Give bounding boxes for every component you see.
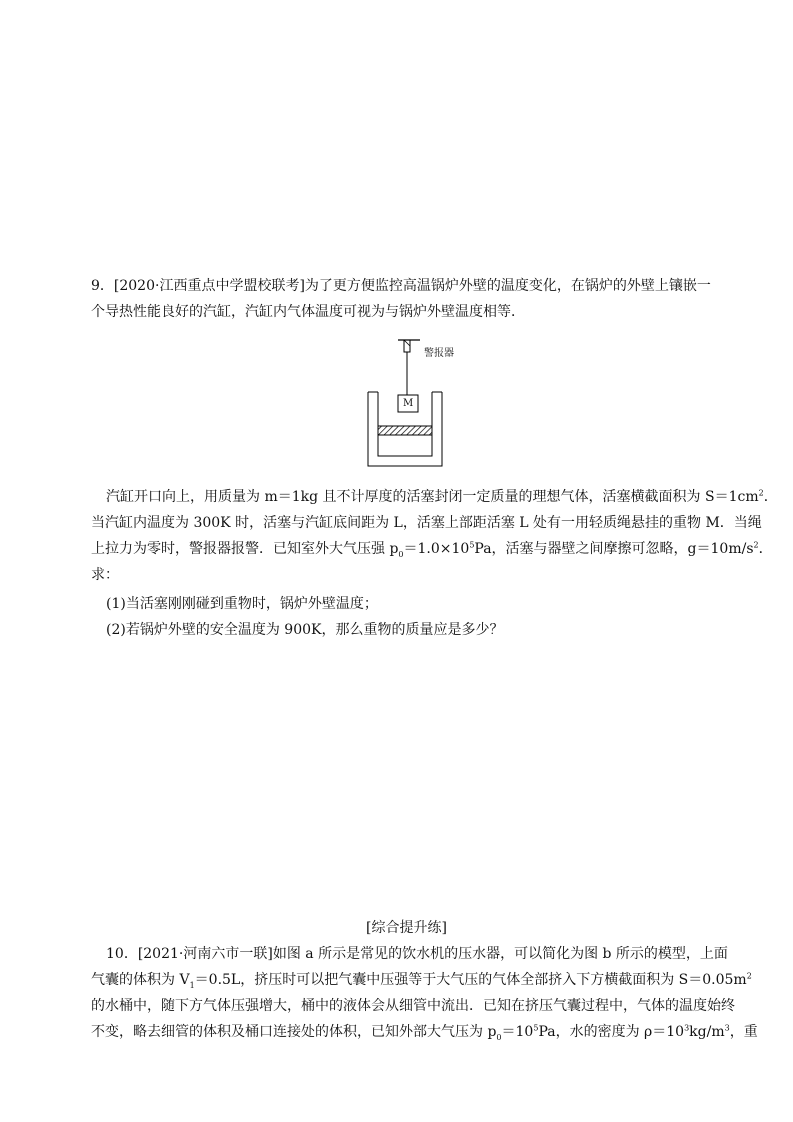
q10-line-2: 气囊的体积为 $V_1=0.5L$，挤压时可以把气囊中压强等于大气压的气体全部挤入下方横截面积为 $S=0.05m^2$	[91, 971, 752, 990]
q9-para-line-2: 当汽缸内温度为 300K 时，活塞与汽缸底间距为 L，活塞上部距活塞 L 处有一用轻质绳悬挂的重物 M．当绳	[91, 515, 762, 531]
q9-stem-line-2: 个导热性能良好的汽缸，汽缸内气体温度可视为与锅炉外壁温度相等．	[91, 304, 525, 320]
alarm-label: 警报器	[424, 348, 454, 359]
q10-line-1: 10．[2021·河南六市一联]如图 a 所示是常见的饮水机的压水器，可以简化为图 b 所示的模型，上面	[106, 946, 728, 962]
q10-line-3: 的水桶中，随下方气体压强增大，桶中的液体会从细管中流出．已知在挤压气囊过程中，气体的温度始终	[91, 998, 735, 1014]
q9-para-line-3: 上拉力为零时，警报器报警．已知室外大气压强 $p_0=1.0\times 10^5Pa$，活塞与器壁之间摩擦可忽略，$g=10m/s^2$．	[91, 540, 773, 559]
q9-para-line-1: 汽缸开口向上，用质量为 m＝1kg 且不计厚度的活塞封闭一定质量的理想气体，活塞横截面积为 $S=1cm^2$．	[106, 488, 778, 505]
q10-line-4: 不变，略去细管的体积及桶口连接处的体积，已知外部大气压为 $p_0=10^5Pa$，水的密度为 $\rho=10^3kg/m^3$，重	[91, 1023, 758, 1042]
cylinder-diagram	[360, 334, 480, 469]
q9-subquestion-1: (1)当活塞刚刚碰到重物时，锅炉外壁温度；	[106, 596, 378, 612]
q9-stem-line-1: 9．[2020·江西重点中学盟校联考]为了更方便监控高温锅炉外壁的温度变化，在锅炉的外壁上镶嵌一	[91, 278, 711, 294]
alarm-switch	[404, 340, 410, 352]
weight-label: M	[403, 398, 414, 409]
piston	[378, 426, 432, 435]
q9-subquestion-2: (2)若锅炉外壁的安全温度为 900K，那么重物的质量应是多少？	[106, 622, 504, 638]
q9-para-line-4: 求：	[91, 567, 119, 583]
cylinder-figure	[360, 334, 480, 473]
section-title: [综合提升练]	[366, 920, 447, 936]
